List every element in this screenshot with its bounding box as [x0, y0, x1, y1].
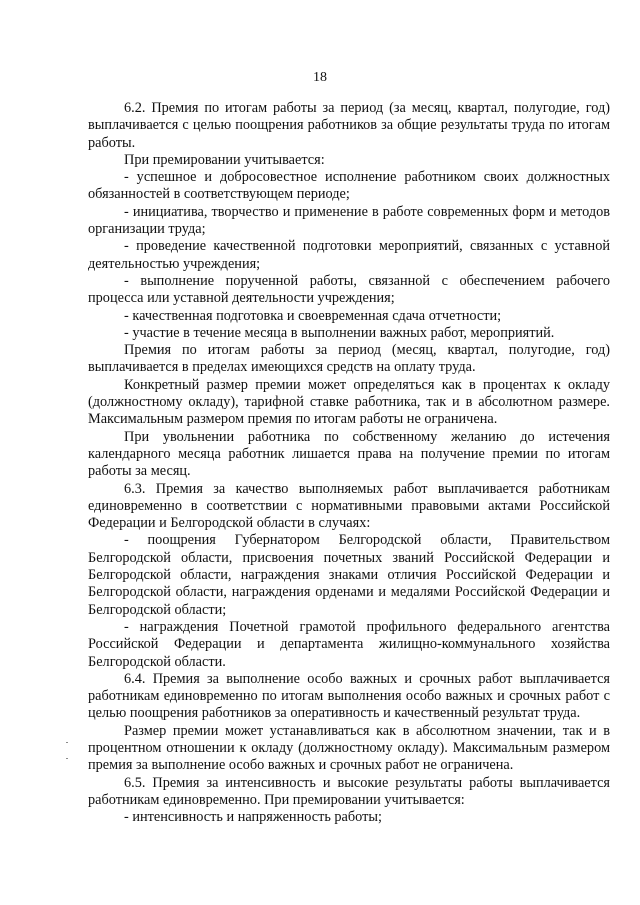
- list-item-initiative: - инициатива, творчество и применение в работе современных форм и методов организации труда;: [88, 203, 610, 238]
- scan-dot: [66, 742, 68, 743]
- paragraph-bonus-amount: Размер премии может устанавливаться как в абсолютном значении, так и в процентном отношении к окладу (должностному окладу). Максимальным размером премия за выполнение особо важных и срочных работ не ограничена.: [88, 722, 610, 774]
- paragraph-6-2: 6.2. Премия по итогам работы за период (за месяц, квартал, полугодие, год) выплачивается с целью поощрения работников за общие результаты труда по итогам работы.: [88, 100, 610, 151]
- list-item-events: - проведение качественной подготовки мероприятий, связанных с уставной деятельностью учреждения;: [88, 238, 610, 272]
- paragraph-bonus-criteria-intro: При премировании учитывается:: [124, 151, 325, 168]
- paragraph-dismissal: При увольнении работника по собственному желанию до истечения календарного месяца работник лишается права на получение премии по итогам работы за месяц.: [88, 428, 610, 480]
- list-item-reporting: - качественная подготовка и своевременная сдача отчетности;: [124, 307, 502, 324]
- list-item-assigned-work: - выполнение порученной работы, связанной с обеспечением рабочего процесса или уставной деятельности учреждения;: [88, 272, 610, 307]
- list-item-awards: - поощрения Губернатором Белгородской области, Правительством Белгородской области, присвоения почетных званий Российской Федерации и Белгородской области, награждения знаками отличия Российской Федерации и Белгородской области, награждения орденами и медалями Российской Федерации и Белгородской области;: [88, 532, 610, 618]
- paragraph-6-4: 6.4. Премия за выполнение особо важных и срочных работ выплачивается работникам единовременно по итогам выполнения особо важных и срочных работ с целью поощрения работников за оперативность и качественный результат труда.: [88, 670, 610, 722]
- list-item-intensity: - интенсивность и напряженность работы;: [124, 809, 382, 826]
- paragraph-6-5: 6.5. Премия за интенсивность и высокие результаты работы выплачивается работникам единовременно. При премировании учитывается:: [88, 774, 610, 808]
- paragraph-bonus-size: Конкретный размер премии может определяться как в процентах к окладу (должностному окладу), тарифной ставке работника, так и в абсолютном размере. Максимальным размером премия по итогам работы не ограничена.: [88, 376, 610, 428]
- list-item-important-works: - участие в течение месяца в выполнении важных работ, мероприятий.: [124, 324, 555, 341]
- paragraph-bonus-limits: Премия по итогам работы за период (месяц, квартал, полугодие, год) выплачивается в пределах имеющихся средств на оплату труда.: [88, 342, 610, 376]
- scan-dot: [66, 758, 68, 759]
- page-number: 18: [313, 70, 327, 85]
- list-item-certificate: - награждения Почетной грамотой профильного федерального агентства Российской Федерации и департамента жилищно-коммунального хозяйства Белгородской области.: [88, 618, 610, 670]
- list-item-duties: - успешное и добросовестное исполнение работником своих должностных обязанностей в соответствующем периоде;: [88, 169, 610, 203]
- paragraph-6-3: 6.3. Премия за качество выполняемых работ выплачивается работникам единовременно в соответствии с нормативными правовыми актами Российской Федерации и Белгородской области в случаях:: [88, 480, 610, 532]
- document-body: [88, 100, 610, 826]
